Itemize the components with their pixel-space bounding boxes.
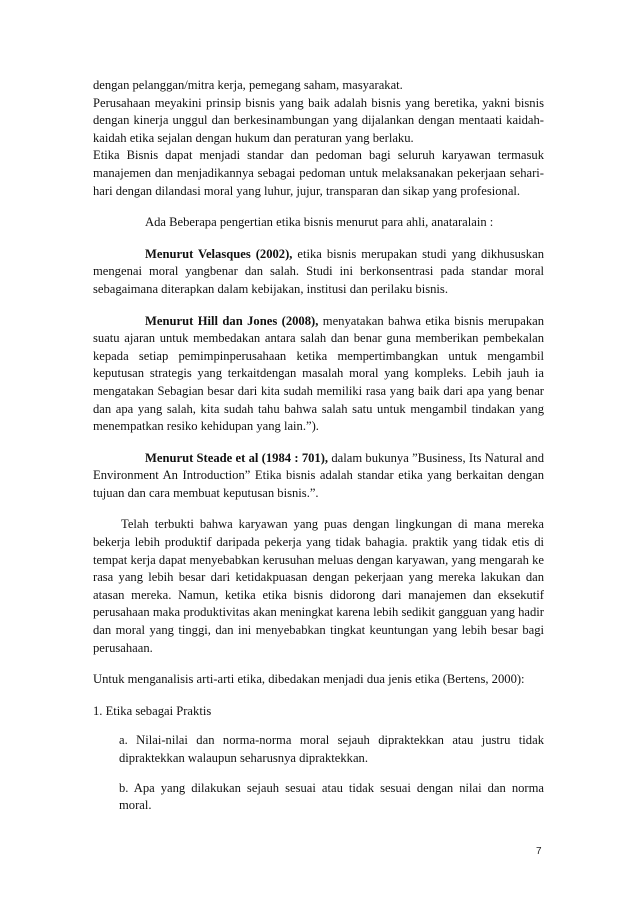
paragraph-steade — [93, 450, 544, 503]
paragraph-definitions-intro: Ada Beberapa pengertian etika bisnis menurut para ahli, anataralain : — [145, 215, 494, 230]
paragraph-velasques — [93, 246, 544, 299]
paragraph-hill-jones — [93, 313, 544, 436]
paragraph-intro-line: dengan pelanggan/mitra kerja, pemegang saham, masyarakat. — [93, 78, 403, 92]
page-number: 7 — [536, 846, 542, 857]
steade-heading: Menurut Steade et al (1984 : 701), — [145, 450, 329, 465]
paragraph-company-belief: Perusahaan meyakini prinsip bisnis yang baik adalah bisnis yang beretika, yakni bisnis dengan kinerja unggul dan berkesinambungan yang dijalankan dengan mentaati kaidah-kaidah etika sejalan dengan hukum dan peraturan yang berlaku. — [93, 95, 544, 145]
paragraph-employee-productivity: Telah terbukti bahwa karyawan yang puas dengan lingkungan di mana mereka bekerja lebih produktif daripada pekerja yang tidak bahagia. praktik yang tidak etis di tempat kerja dapat menyebabkan kerusuhan meluas dengan karyawan, yang mengarah ke rasa yang lebih besar dari ketidakpuasan dengan pekerjaan yang mereka lakukan dan atasan mereka. Namun, ketika etika bisnis didorong dari manajemen dan eksekutif perusahaan maka produktivitas akan meningkat karena lebih sedikit gangguan yang hadir dan moral yang tinggi, dan ini menyebabkan tingkat keuntungan yang lebih besar bagi perusahaan. — [93, 517, 544, 655]
sub-list-item-a: a. Nilai-nilai dan norma-norma moral sejauh dipraktekkan atau justru tidak dipraktekkan walaupun seharusnya dipraktekkan. — [119, 733, 544, 765]
steade-text: dalam bukunya ”Business, Its Natural and Environment An Introduction” Etika bisnis adalah standar etika yang berkaitan dengan tujuan dan cara membuat keputusan bisnis.”. — [93, 450, 544, 500]
velasques-text: etika bisnis merupakan studi yang dikhususkan mengenai moral yangbenar dan salah. Studi ini berkonsentrasi pada standar moral sebagaimana diterapkan dalam kebijakan, institusi dan perilaku bisnis. — [93, 246, 544, 296]
velasques-heading: Menurut Velasques (2002), — [145, 246, 293, 261]
sub-list-item-b: b. Apa yang dilakukan sejauh sesuai atau tidak sesuai dengan nilai dan norma moral. — [119, 780, 544, 813]
list-item-ethics-practical: 1. Etika sebagai Praktis — [93, 703, 212, 718]
page-body — [93, 77, 544, 815]
hill-jones-text: menyatakan bahwa etika bisnis merupakan suatu ajaran untuk membedakan antara salah dan benar guna memberikan pembekalan kepada setiap pemimpinperusahaan ketika mempertimbangkan untuk mengambil keputusan strategis yang terkaitdengan masalah moral yang kompleks. Lebih jauh ia mengatakan Sebagian besar dari kita sudah memiliki rasa yang baik dari apa yang benar dan apa yang salah, kita sudah tahu bahwa salah satu untuk mengambil tindakan yang menempatkan resiko kehidupan yang lain.”). — [93, 313, 545, 434]
paragraph-ethics-types: Untuk menganalisis arti-arti etika, dibedakan menjadi dua jenis etika (Bertens, 2000): — [93, 672, 525, 687]
paragraph-business-ethics: Etika Bisnis dapat menjadi standar dan pedoman bagi seluruh karyawan termasuk manajemen dan menjadikannya sebagai pedoman untuk melaksanakan pekerjaan sehari-hari dengan dilandasi moral yang luhur, jujur, transparan dan sikap yang profesional. — [93, 148, 544, 198]
hill-jones-heading: Menurut Hill dan Jones (2008), — [145, 313, 319, 328]
